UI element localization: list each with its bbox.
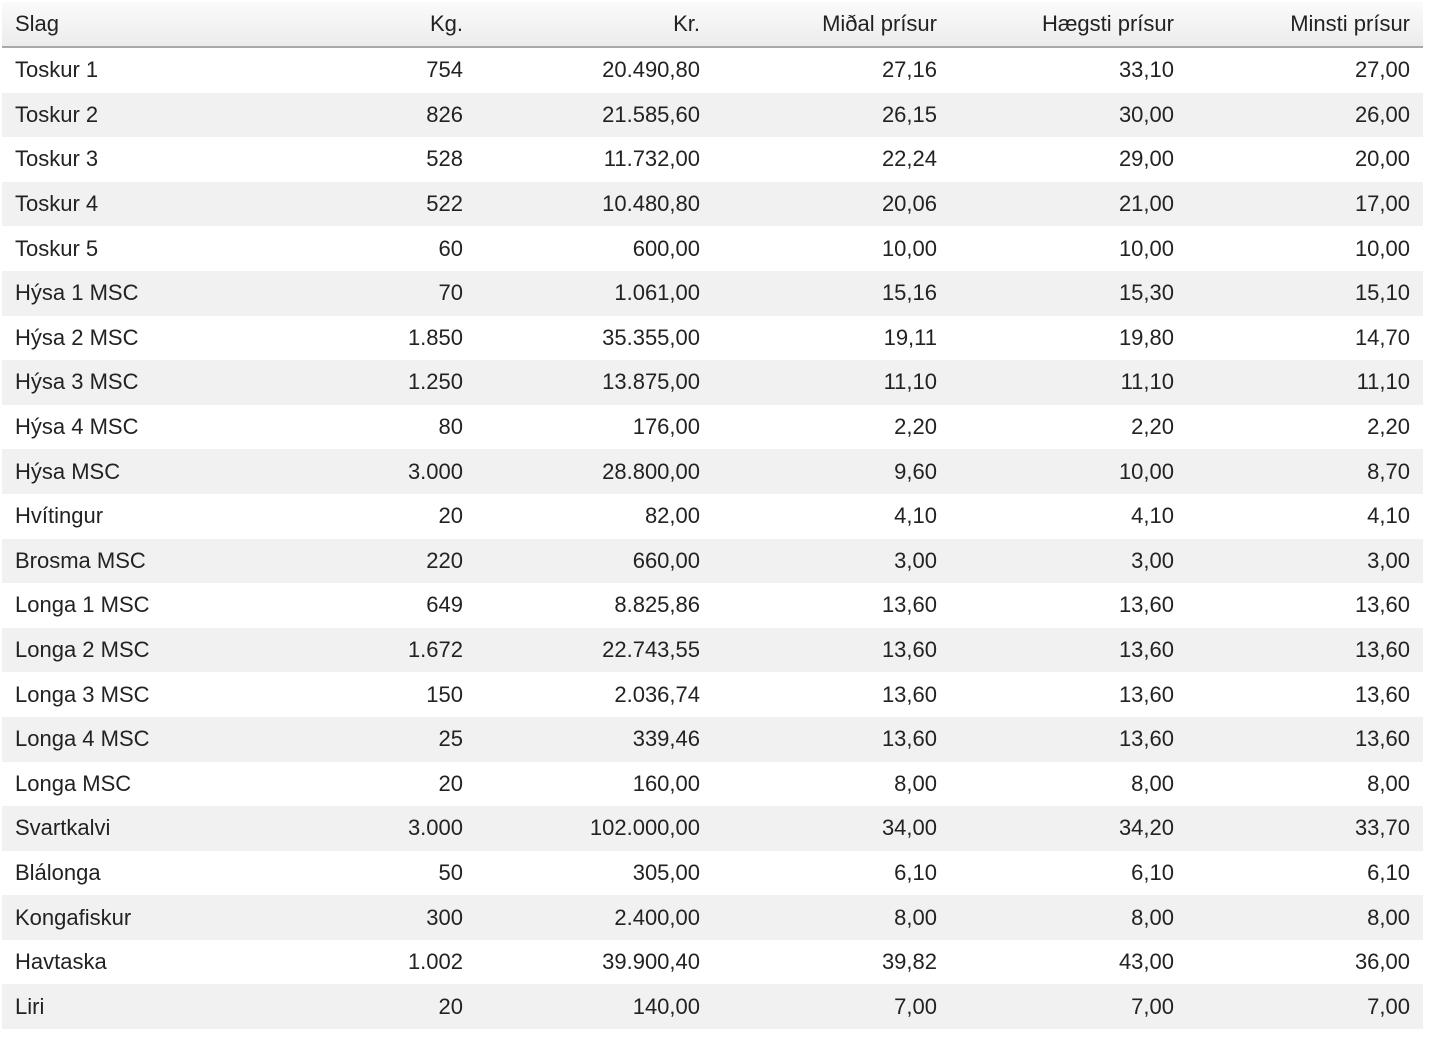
average-price-cell: 4,10 bbox=[713, 494, 950, 539]
kg-cell: 1.850 bbox=[239, 316, 476, 361]
kr-cell: 82,00 bbox=[476, 494, 713, 539]
table-row bbox=[2, 717, 1423, 762]
species-cell: Toskur 2 bbox=[2, 93, 239, 138]
kr-cell: 305,00 bbox=[476, 851, 713, 896]
table-row bbox=[2, 539, 1423, 584]
lowest-price-cell: 11,10 bbox=[1187, 360, 1423, 405]
kg-cell: 1.002 bbox=[239, 940, 476, 985]
kr-cell: 8.825,86 bbox=[476, 583, 713, 628]
kr-cell: 160,00 bbox=[476, 762, 713, 807]
highest-price-cell: 15,30 bbox=[950, 271, 1187, 316]
kr-cell: 11.732,00 bbox=[476, 137, 713, 182]
kg-cell: 20 bbox=[239, 984, 476, 1029]
table-row bbox=[2, 405, 1423, 450]
table-row bbox=[2, 762, 1423, 807]
species-cell: Toskur 4 bbox=[2, 182, 239, 227]
species-cell: Longa MSC bbox=[2, 762, 239, 807]
kg-cell: 20 bbox=[239, 494, 476, 539]
species-cell: Longa 4 MSC bbox=[2, 717, 239, 762]
table-body bbox=[2, 47, 1423, 1029]
species-cell: Toskur 3 bbox=[2, 137, 239, 182]
highest-price-cell: 8,00 bbox=[950, 895, 1187, 940]
kr-cell: 600,00 bbox=[476, 226, 713, 271]
species-cell: Brosma MSC bbox=[2, 539, 239, 584]
kr-cell: 2.400,00 bbox=[476, 895, 713, 940]
kg-cell: 60 bbox=[239, 226, 476, 271]
average-price-cell: 15,16 bbox=[713, 271, 950, 316]
table-header bbox=[2, 2, 1423, 47]
species-cell: Longa 1 MSC bbox=[2, 583, 239, 628]
highest-price-cell: 29,00 bbox=[950, 137, 1187, 182]
species-cell: Longa 3 MSC bbox=[2, 672, 239, 717]
lowest-price-cell: 14,70 bbox=[1187, 316, 1423, 361]
average-price-cell: 8,00 bbox=[713, 895, 950, 940]
kr-cell: 22.743,55 bbox=[476, 628, 713, 673]
table-row bbox=[2, 851, 1423, 896]
average-price-cell: 6,10 bbox=[713, 851, 950, 896]
lowest-price-cell: 2,20 bbox=[1187, 405, 1423, 450]
highest-price-cell: 8,00 bbox=[950, 762, 1187, 807]
kg-cell: 1.672 bbox=[239, 628, 476, 673]
table-row bbox=[2, 940, 1423, 985]
table-row bbox=[2, 583, 1423, 628]
column-header-lowest-price[interactable]: Minsti prísur bbox=[1187, 2, 1423, 47]
average-price-cell: 34,00 bbox=[713, 806, 950, 851]
lowest-price-cell: 6,10 bbox=[1187, 851, 1423, 896]
average-price-cell: 9,60 bbox=[713, 449, 950, 494]
table-row bbox=[2, 93, 1423, 138]
table-row bbox=[2, 494, 1423, 539]
average-price-cell: 26,15 bbox=[713, 93, 950, 138]
highest-price-cell: 2,20 bbox=[950, 405, 1187, 450]
highest-price-cell: 4,10 bbox=[950, 494, 1187, 539]
kr-cell: 10.480,80 bbox=[476, 182, 713, 227]
kg-cell: 3.000 bbox=[239, 806, 476, 851]
kg-cell: 50 bbox=[239, 851, 476, 896]
average-price-cell: 3,00 bbox=[713, 539, 950, 584]
highest-price-cell: 11,10 bbox=[950, 360, 1187, 405]
column-header-average-price[interactable]: Miðal prísur bbox=[713, 2, 950, 47]
lowest-price-cell: 13,60 bbox=[1187, 717, 1423, 762]
lowest-price-cell: 33,70 bbox=[1187, 806, 1423, 851]
table-row bbox=[2, 984, 1423, 1029]
column-header-kr[interactable]: Kr. bbox=[476, 2, 713, 47]
average-price-cell: 11,10 bbox=[713, 360, 950, 405]
average-price-cell: 13,60 bbox=[713, 583, 950, 628]
average-price-cell: 19,11 bbox=[713, 316, 950, 361]
kr-cell: 102.000,00 bbox=[476, 806, 713, 851]
highest-price-cell: 6,10 bbox=[950, 851, 1187, 896]
average-price-cell: 10,00 bbox=[713, 226, 950, 271]
species-cell: Hýsa 1 MSC bbox=[2, 271, 239, 316]
average-price-cell: 13,60 bbox=[713, 628, 950, 673]
column-header-species[interactable]: Slag bbox=[2, 2, 239, 47]
table-row bbox=[2, 672, 1423, 717]
kr-cell: 13.875,00 bbox=[476, 360, 713, 405]
average-price-cell: 27,16 bbox=[713, 47, 950, 93]
kg-cell: 300 bbox=[239, 895, 476, 940]
kg-cell: 522 bbox=[239, 182, 476, 227]
kr-cell: 2.036,74 bbox=[476, 672, 713, 717]
average-price-cell: 7,00 bbox=[713, 984, 950, 1029]
average-price-cell: 13,60 bbox=[713, 672, 950, 717]
lowest-price-cell: 13,60 bbox=[1187, 672, 1423, 717]
kg-cell: 649 bbox=[239, 583, 476, 628]
kg-cell: 1.250 bbox=[239, 360, 476, 405]
species-cell: Blálonga bbox=[2, 851, 239, 896]
kr-cell: 20.490,80 bbox=[476, 47, 713, 93]
lowest-price-cell: 7,00 bbox=[1187, 984, 1423, 1029]
kg-cell: 220 bbox=[239, 539, 476, 584]
lowest-price-cell: 8,00 bbox=[1187, 895, 1423, 940]
table-row bbox=[2, 316, 1423, 361]
lowest-price-cell: 36,00 bbox=[1187, 940, 1423, 985]
kg-cell: 3.000 bbox=[239, 449, 476, 494]
table-row bbox=[2, 226, 1423, 271]
highest-price-cell: 13,60 bbox=[950, 717, 1187, 762]
table-row bbox=[2, 271, 1423, 316]
column-header-highest-price[interactable]: Hægsti prísur bbox=[950, 2, 1187, 47]
table-row bbox=[2, 628, 1423, 673]
column-header-kg[interactable]: Kg. bbox=[239, 2, 476, 47]
lowest-price-cell: 20,00 bbox=[1187, 137, 1423, 182]
kr-cell: 1.061,00 bbox=[476, 271, 713, 316]
table-row bbox=[2, 449, 1423, 494]
average-price-cell: 8,00 bbox=[713, 762, 950, 807]
species-cell: Svartkalvi bbox=[2, 806, 239, 851]
kg-cell: 150 bbox=[239, 672, 476, 717]
species-cell: Hýsa 4 MSC bbox=[2, 405, 239, 450]
lowest-price-cell: 27,00 bbox=[1187, 47, 1423, 93]
highest-price-cell: 34,20 bbox=[950, 806, 1187, 851]
average-price-cell: 2,20 bbox=[713, 405, 950, 450]
species-cell: Hýsa MSC bbox=[2, 449, 239, 494]
highest-price-cell: 10,00 bbox=[950, 226, 1187, 271]
table-row bbox=[2, 806, 1423, 851]
table-row bbox=[2, 182, 1423, 227]
lowest-price-cell: 26,00 bbox=[1187, 93, 1423, 138]
highest-price-cell: 33,10 bbox=[950, 47, 1187, 93]
highest-price-cell: 13,60 bbox=[950, 583, 1187, 628]
lowest-price-cell: 8,00 bbox=[1187, 762, 1423, 807]
species-cell: Hvítingur bbox=[2, 494, 239, 539]
table-row bbox=[2, 360, 1423, 405]
highest-price-cell: 7,00 bbox=[950, 984, 1187, 1029]
species-cell: Longa 2 MSC bbox=[2, 628, 239, 673]
species-cell: Havtaska bbox=[2, 940, 239, 985]
kg-cell: 25 bbox=[239, 717, 476, 762]
kr-cell: 339,46 bbox=[476, 717, 713, 762]
kr-cell: 39.900,40 bbox=[476, 940, 713, 985]
highest-price-cell: 13,60 bbox=[950, 628, 1187, 673]
lowest-price-cell: 8,70 bbox=[1187, 449, 1423, 494]
kg-cell: 80 bbox=[239, 405, 476, 450]
kr-cell: 28.800,00 bbox=[476, 449, 713, 494]
highest-price-cell: 13,60 bbox=[950, 672, 1187, 717]
species-cell: Liri bbox=[2, 984, 239, 1029]
table-row bbox=[2, 895, 1423, 940]
kr-cell: 660,00 bbox=[476, 539, 713, 584]
species-cell: Hýsa 2 MSC bbox=[2, 316, 239, 361]
header-row bbox=[2, 2, 1423, 47]
kg-cell: 70 bbox=[239, 271, 476, 316]
kr-cell: 21.585,60 bbox=[476, 93, 713, 138]
kr-cell: 176,00 bbox=[476, 405, 713, 450]
highest-price-cell: 30,00 bbox=[950, 93, 1187, 138]
kr-cell: 35.355,00 bbox=[476, 316, 713, 361]
highest-price-cell: 19,80 bbox=[950, 316, 1187, 361]
highest-price-cell: 43,00 bbox=[950, 940, 1187, 985]
lowest-price-cell: 15,10 bbox=[1187, 271, 1423, 316]
price-table-container bbox=[2, 2, 1423, 1029]
table-row bbox=[2, 137, 1423, 182]
kg-cell: 20 bbox=[239, 762, 476, 807]
lowest-price-cell: 10,00 bbox=[1187, 226, 1423, 271]
average-price-cell: 20,06 bbox=[713, 182, 950, 227]
species-cell: Toskur 1 bbox=[2, 47, 239, 93]
table-row bbox=[2, 47, 1423, 93]
kr-cell: 140,00 bbox=[476, 984, 713, 1029]
lowest-price-cell: 4,10 bbox=[1187, 494, 1423, 539]
lowest-price-cell: 13,60 bbox=[1187, 583, 1423, 628]
lowest-price-cell: 13,60 bbox=[1187, 628, 1423, 673]
average-price-cell: 13,60 bbox=[713, 717, 950, 762]
average-price-cell: 39,82 bbox=[713, 940, 950, 985]
kg-cell: 754 bbox=[239, 47, 476, 93]
lowest-price-cell: 17,00 bbox=[1187, 182, 1423, 227]
lowest-price-cell: 3,00 bbox=[1187, 539, 1423, 584]
price-table bbox=[2, 2, 1423, 1029]
average-price-cell: 22,24 bbox=[713, 137, 950, 182]
species-cell: Hýsa 3 MSC bbox=[2, 360, 239, 405]
highest-price-cell: 10,00 bbox=[950, 449, 1187, 494]
species-cell: Kongafiskur bbox=[2, 895, 239, 940]
kg-cell: 826 bbox=[239, 93, 476, 138]
kg-cell: 528 bbox=[239, 137, 476, 182]
highest-price-cell: 3,00 bbox=[950, 539, 1187, 584]
highest-price-cell: 21,00 bbox=[950, 182, 1187, 227]
species-cell: Toskur 5 bbox=[2, 226, 239, 271]
